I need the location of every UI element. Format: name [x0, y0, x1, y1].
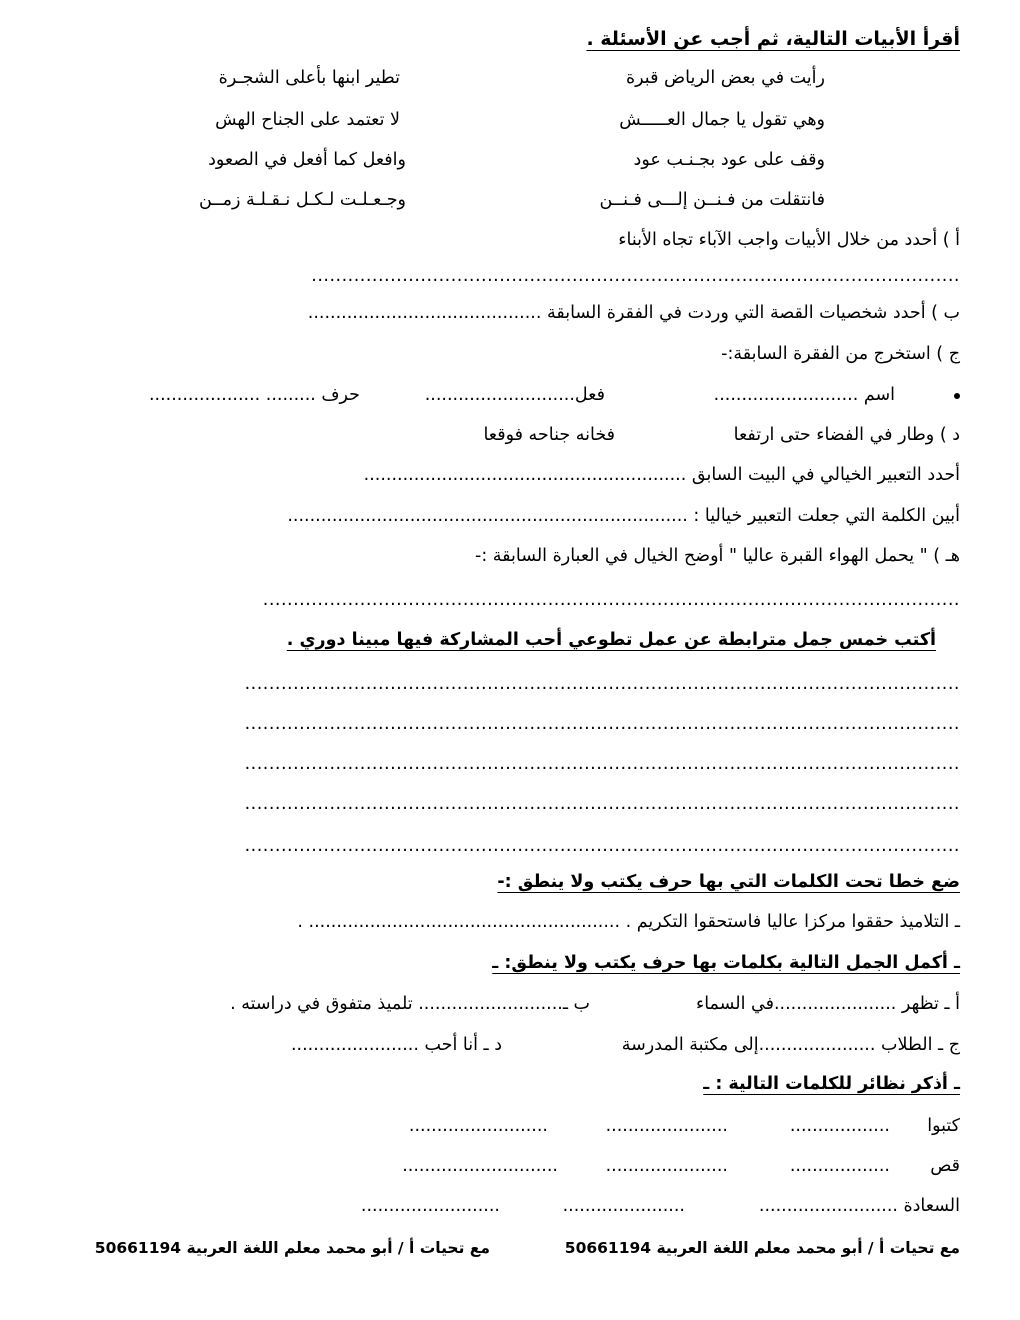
- question-a-answer-line: ...........................................................................................................: [311, 266, 960, 286]
- complete-d: د ـ أنا أحب .......................: [290, 1035, 502, 1055]
- synonym-word-1: كتبوا: [927, 1116, 960, 1136]
- synonym-blank-1a: ..................: [789, 1116, 890, 1136]
- synonym-blank-3b: ......................: [562, 1196, 685, 1216]
- question-d: د ) وطار في الفضاء حتى ارتفعا: [733, 425, 960, 445]
- synonyms-heading: ـ أذكر نظائر للكلمات التالية : ـ: [703, 1074, 960, 1094]
- reading-heading: أقرأ الأبيات التالية، ثم أجب عن الأسئلة .: [586, 28, 960, 50]
- footer-left: مع تحيات أ / أبو محمد معلم اللغة العربية 50661194: [94, 1239, 490, 1257]
- synonym-blank-1b: ......................: [605, 1116, 728, 1136]
- question-h: هـ ) " يحمل الهواء القبرة عاليا " أوضح الخيال في العبارة السابقة :-: [475, 546, 960, 566]
- question-b: ب ) أحدد شخصيات القصة التي وردت في الفقرة السابقة ..........................................: [307, 303, 960, 323]
- synonym-blank-2a: ..................: [789, 1156, 890, 1176]
- writing-line-5: ......................................................................................................................: [244, 836, 960, 856]
- synonym-blank-2c: ............................: [402, 1156, 558, 1176]
- writing-line-4: ......................................................................................................................: [244, 794, 960, 814]
- question-c-noun: اسم ..........................: [713, 385, 895, 405]
- writing-line-3: ......................................................................................................................: [244, 754, 960, 774]
- question-c-particle: حرف ......... ....................: [148, 385, 360, 405]
- verse-4-right: فانتقلت من فـنــن إلـــى فـنــن: [599, 190, 825, 210]
- complete-b: ب ـ.......................... تلميذ متفوق في دراسته .: [230, 994, 590, 1014]
- writing-line-2: ......................................................................................................................: [244, 714, 960, 734]
- question-d-imaginative: أحدد التعبير الخيالي في البيت السابق ..........................................................: [363, 465, 960, 485]
- verse-3-right: وقف على عود بجـنـب عود: [633, 150, 825, 170]
- verse-1-right: رأيت في بعض الرياض قبرة: [625, 68, 825, 88]
- question-d-second-half: فخانه جناحه فوقعا: [483, 425, 615, 445]
- synonym-blank-2b: ......................: [605, 1156, 728, 1176]
- footer-right: مع تحيات أ / أبو محمد معلم اللغة العربية 50661194: [564, 1239, 960, 1257]
- verse-2-left: لا تعتمد على الجناح الهش: [215, 110, 400, 130]
- silent-letter-heading: ضع خطا تحت الكلمات التي بها حرف يكتب ولا ينطق :-: [497, 872, 960, 892]
- writing-heading: أكتب خمس جمل مترابطة عن عمل تطوعي أحب المشاركة فيها مبينا دوري .: [286, 630, 936, 650]
- question-c: ج ) استخرج من الفقرة السابقة:-: [721, 344, 960, 364]
- verse-3-left: وافعل كما أفعل في الصعود: [208, 150, 406, 170]
- synonym-word-3: السعادة: [903, 1196, 960, 1216]
- verse-4-left: وجـعـلـت لـكـل نـقـلـة زمــن: [199, 190, 406, 210]
- verse-2-right: وهي تقول يا جمال العـــــش: [619, 110, 825, 130]
- question-a: أ ) أحدد من خلال الأبيات واجب الآباء تجاه الأبناء: [618, 230, 960, 250]
- synonym-blank-3a: .........................: [758, 1196, 898, 1216]
- verse-1-left: تطير ابنها بأعلى الشجـرة: [218, 68, 400, 88]
- synonym-blank-3c: .........................: [360, 1196, 500, 1216]
- bullet-icon: [954, 393, 960, 399]
- synonym-blank-1c: .........................: [408, 1116, 548, 1136]
- silent-letter-sentence: ـ التلاميذ حققوا مركزا عاليا فاستحقوا التكريم . ........................................................ .: [297, 912, 960, 932]
- complete-heading: ـ أكمل الجمل التالية بكلمات بها حرف يكتب ولا ينطق: ـ: [492, 953, 960, 973]
- complete-a: أ ـ تظهر ......................في السماء: [695, 994, 960, 1014]
- writing-line-1: ......................................................................................................................: [244, 674, 960, 694]
- synonym-word-2: قص: [930, 1156, 960, 1176]
- question-c-verb: فعل...........................: [424, 385, 605, 405]
- complete-c: ج ـ الطلاب .....................إلى مكتبة المدرسة: [621, 1035, 960, 1055]
- question-h-answer-line: ...................................................................................................................: [262, 590, 960, 610]
- question-d-word: أبين الكلمة التي جعلت التعبير خياليا : ........................................................................: [287, 506, 960, 526]
